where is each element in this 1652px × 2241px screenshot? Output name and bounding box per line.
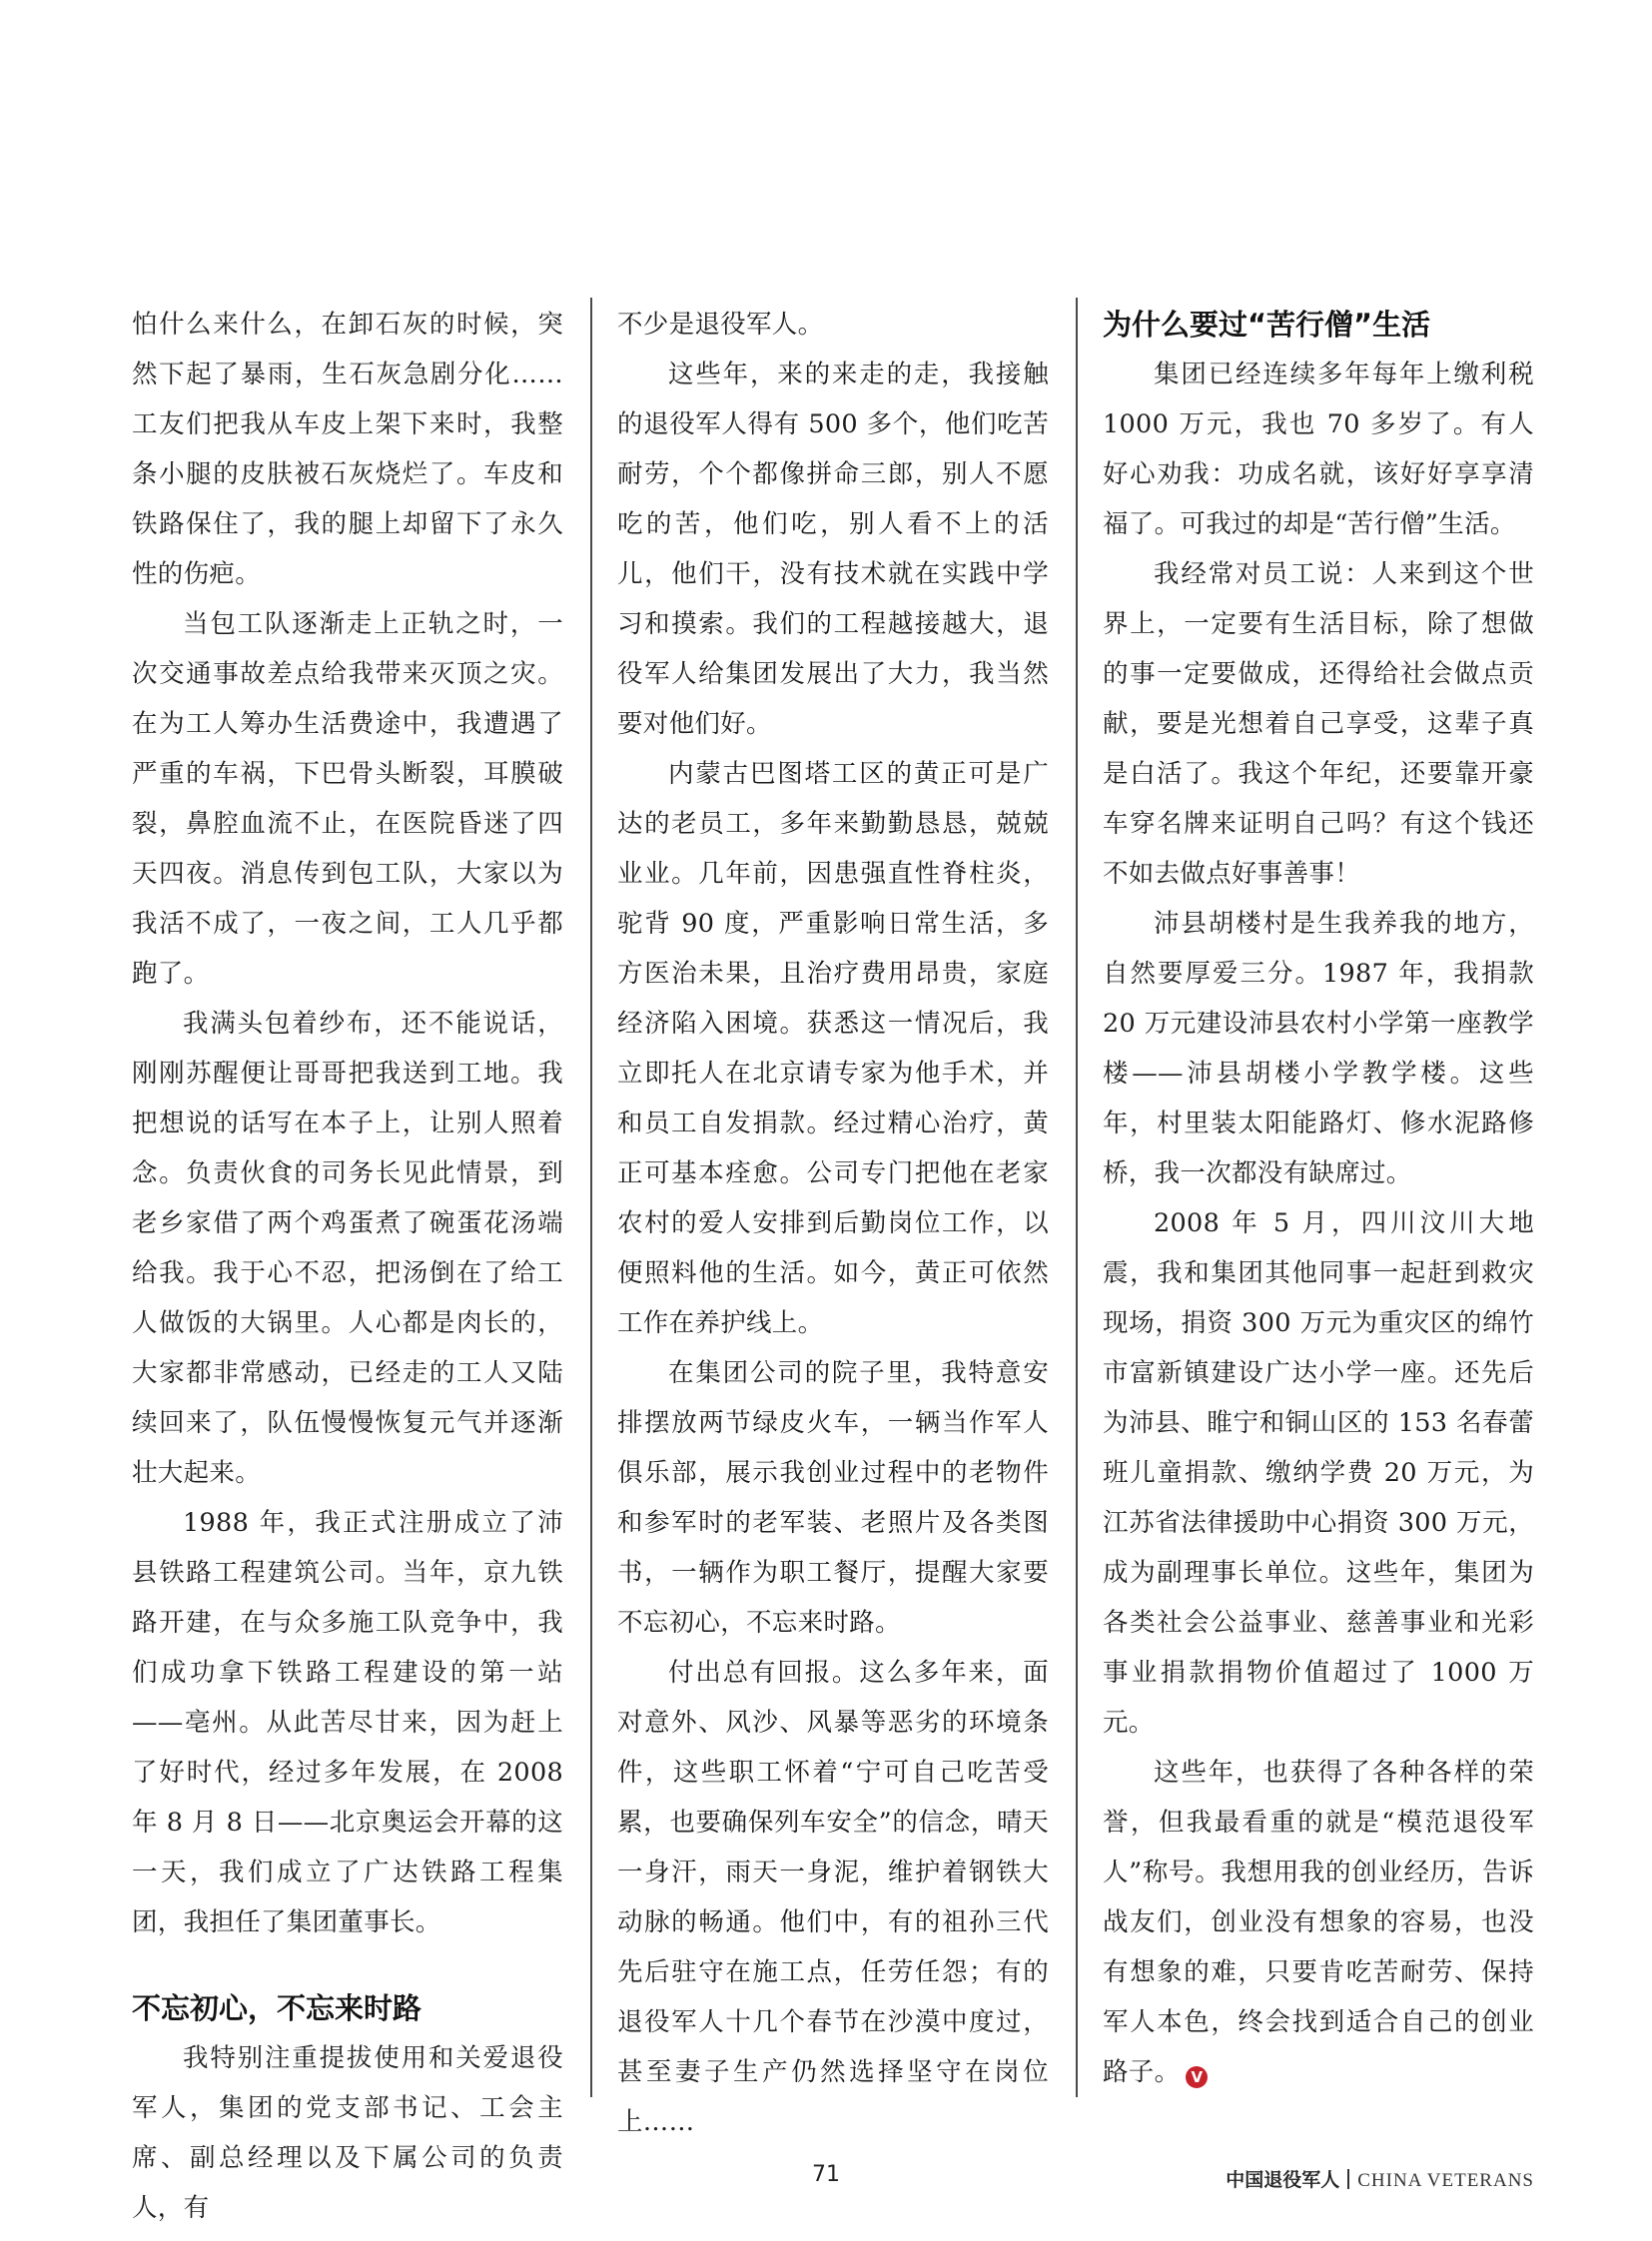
article-column-3 xyxy=(1103,300,1534,2097)
paragraph: 我满头包着纱布，还不能说话，刚刚苏醒便让哥哥把我送到工地。我把想说的话写在本子上，让别人照着念。负责伙食的司务长见此情景，到老乡家借了两个鸡蛋煮了碗蛋花汤端给我。我于心不忍，把汤倒在了给工人做饭的大锅里。人心都是肉长的，大家都非常感动，已经走的工人又陆续回来了，队伍慢慢恢复元气并逐渐壮大起来。 xyxy=(132,1009,563,1488)
running-footer xyxy=(1226,2165,1534,2192)
paragraph: 在集团公司的院子里，我特意安排摆放两节绿皮火车，一辆当作军人俱乐部，展示我创业过程中的老物件和参军时的老军装、老照片及各类图书，一辆作为职工餐厅，提醒大家要不忘初心，不忘来时路。 xyxy=(617,1358,1049,1638)
paragraph: 当包工队逐渐走上正轨之时，一次交通事故差点给我带来灭顶之灾。在为工人筹办生活费途中，我遭遇了严重的车祸，下巴骨头断裂，耳膜破裂，鼻腔血流不止，在医院昏迷了四天四夜。消息传到包工队，大家以为我活不成了，一夜之间，工人几乎都跑了。 xyxy=(132,609,563,989)
page-number: 71 xyxy=(812,2162,840,2187)
footer-separator xyxy=(1347,2169,1349,2189)
paragraph: 我特别注重提拔使用和关爱退役军人，集团的党支部书记、工会主席、副总经理以及下属公司的负责人，有 xyxy=(132,2043,563,2223)
section-heading: 不忘初心，不忘来时路 xyxy=(132,1991,422,2025)
article-column-2 xyxy=(617,300,1049,2147)
article-column-1 xyxy=(132,300,563,2233)
magazine-name-en: CHINA VETERANS xyxy=(1357,2170,1534,2191)
paragraph: 沛县胡楼村是生我养我的地方，自然要厚爱三分。1987 年，我捐款 20 万元建设沛县农村小学第一座教学楼——沛县胡楼小学教学楼。这些年，村里装太阳能路灯、修水泥路修桥，我一次都没有缺席过。 xyxy=(1103,909,1534,1188)
column-divider xyxy=(590,298,592,2097)
paragraph: 这些年，来的来走的走，我接触的退役军人得有 500 多个，他们吃苦耐劳，个个都像拼命三郎，别人不愿吃的苦，他们吃，别人看不上的活儿，他们干，没有技术就在实践中学习和摸索。我们的工程越接越大，退役军人给集团发展出了大力，我当然要对他们好。 xyxy=(617,360,1049,739)
paragraph-text: 这些年，也获得了各种各样的荣誉，但我最看重的就是“模范退役军人”称号。我想用我的创业经历，告诉战友们，创业没有想象的容易，也没有想象的难，只要肯吃苦耐劳、保持军人本色，终会找到适合自己的创业路子。 xyxy=(1103,1758,1534,2087)
magazine-name-cn: 中国退役军人 xyxy=(1226,2169,1340,2191)
section-heading: 为什么要过“苦行僧”生活 xyxy=(1103,308,1431,342)
paragraph-last xyxy=(1103,1748,1534,2097)
paragraph: 1988 年，我正式注册成立了沛县铁路工程建筑公司。当年，京九铁路开建，在与众多施工队竞争中，我们成功拿下铁路工程建设的第一站——亳州。从此苦尽甘来，因为赶上了好时代，经过多年发展，在 2008 年 8 月 8 日——北京奥运会开幕的这一天，我们成立了广达铁路工程集团，我担任了集团董事长。 xyxy=(132,1508,563,1937)
paragraph: 集团已经连续多年每年上缴利税 1000 万元，我也 70 多岁了。有人好心劝我：功成名就，该好好享享清福了。可我过的却是“苦行僧”生活。 xyxy=(1103,360,1534,539)
paragraph: 我经常对员工说：人来到这个世界上，一定要有生活目标，除了想做的事一定要做成，还得给社会做点贡献，要是光想着自己享受，这辈子真是白活了。我这个年纪，还要靠开豪车穿名牌来证明自己吗？有这个钱还不如去做点好事善事！ xyxy=(1103,559,1534,889)
paragraph: 付出总有回报。这么多年来，面对意外、风沙、风暴等恶劣的环境条件，这些职工怀着“宁可自己吃苦受累，也要确保列车安全”的信念，晴天一身汗，雨天一身泥，维护着钢铁大动脉的畅通。他们中，有的祖孙三代先后驻守在施工点，任劳任怨；有的退役军人十几个春节在沙漠中度过，甚至妻子生产仍然选择坚守在岗位上…… xyxy=(617,1658,1049,2137)
paragraph: 2008 年 5 月，四川汶川大地震，我和集团其他同事一起赶到救灾现场，捐资 300 万元为重灾区的绵竹市富新镇建设广达小学一座。还先后为沛县、睢宁和铜山区的 153 名春蕾班儿童捐款、缴纳学费 20 万元，为江苏省法律援助中心捐资 300 万元，成为副理事长单位。这些年，集团为各类社会公益事业、慈善事业和光彩事业捐款捐物价值超过了 1000 万元。 xyxy=(1103,1208,1534,1738)
paragraph: 不少是退役军人。 xyxy=(617,310,824,340)
end-mark-icon: V xyxy=(1186,2066,1208,2088)
column-divider xyxy=(1076,298,1078,2097)
paragraph: 怕什么来什么，在卸石灰的时候，突然下起了暴雨，生石灰急剧分化……工友们把我从车皮上架下来时，我整条小腿的皮肤被石灰烧烂了。车皮和铁路保住了，我的腿上却留下了永久性的伤疤。 xyxy=(132,310,563,589)
paragraph: 内蒙古巴图塔工区的黄正可是广达的老员工，多年来勤勤恳恳，兢兢业业。几年前，因患强直性脊柱炎，驼背 90 度，严重影响日常生活，多方医治未果，且治疗费用昂贵，家庭经济陷入困境。获悉这一情况后，我立即托人在北京请专家为他手术，并和员工自发捐款。经过精心治疗，黄正可基本痊愈。公司专门把他在老家农村的爱人安排到后勤岗位工作，以便照料他的生活。如今，黄正可依然工作在养护线上。 xyxy=(617,759,1049,1338)
